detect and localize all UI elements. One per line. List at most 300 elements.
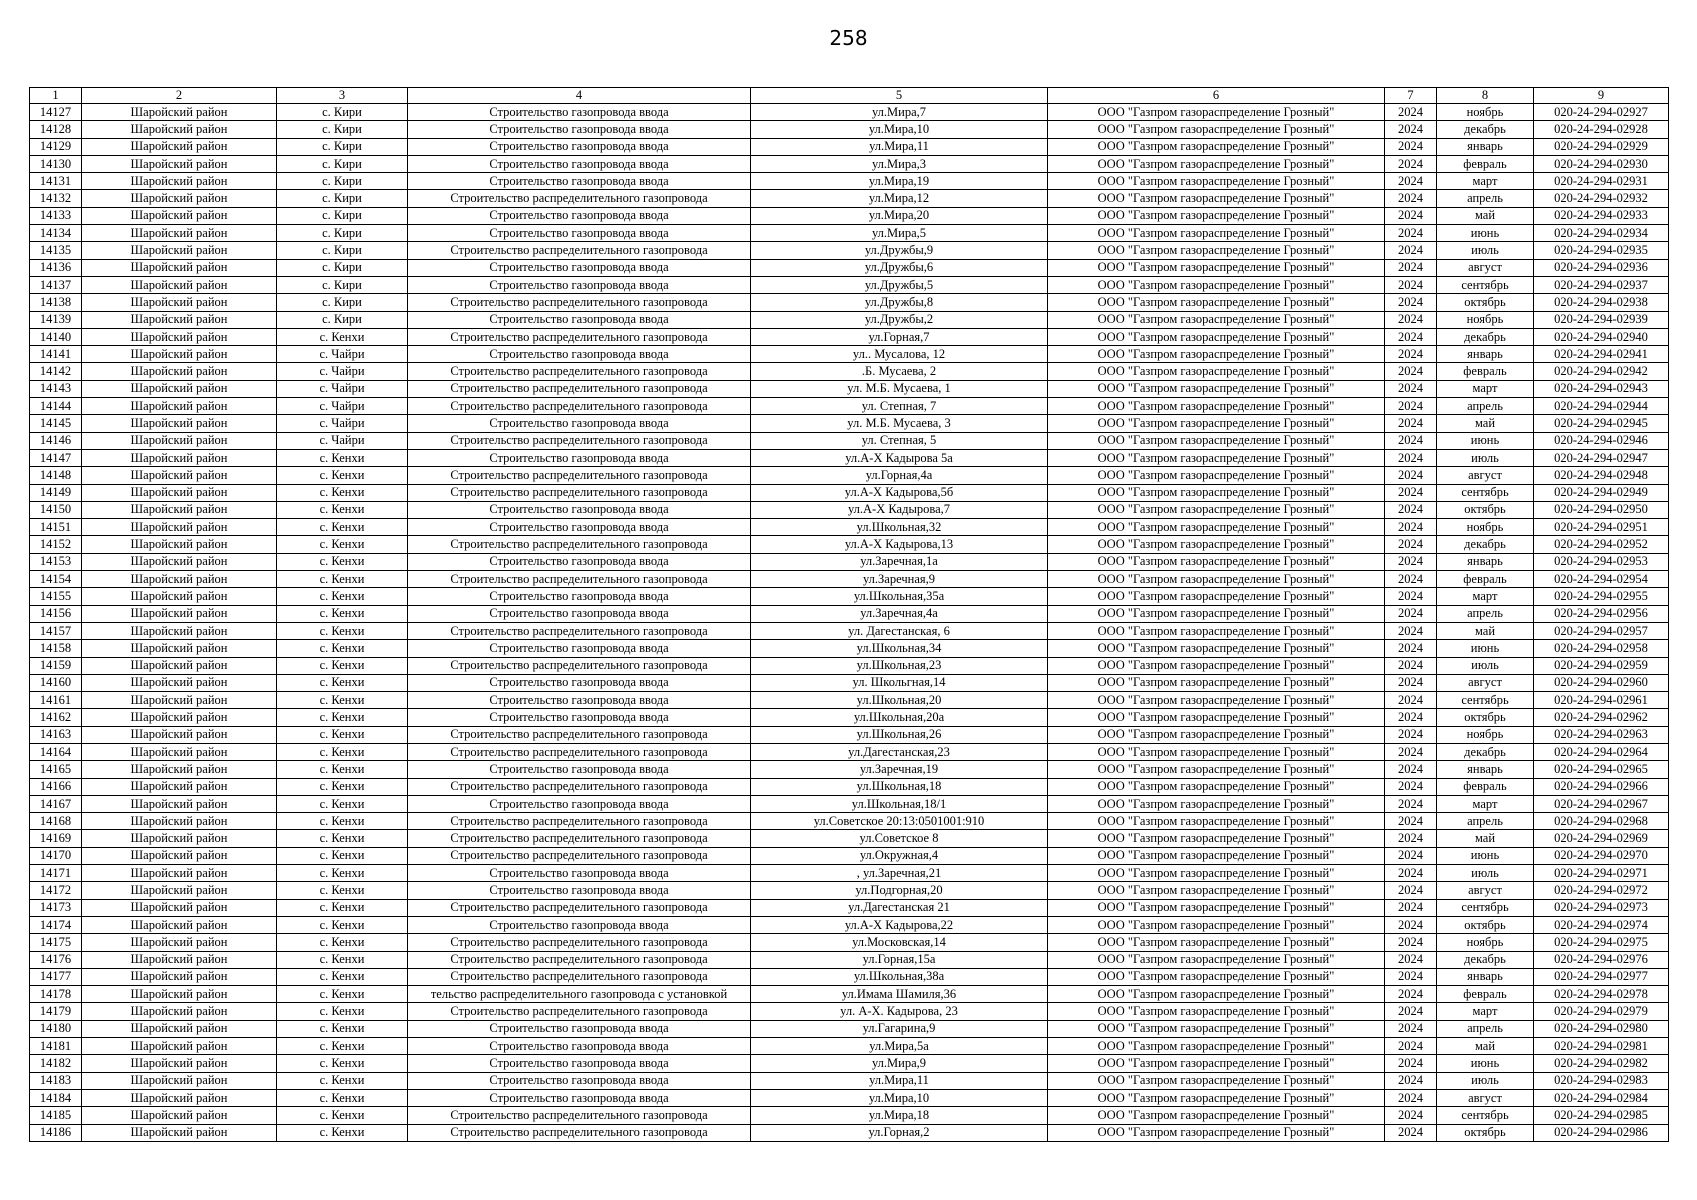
cell-address: ул.Советское 20:13:0501001:910 [751, 813, 1048, 830]
cell-registry-code: 020-24-294-02965 [1534, 761, 1669, 778]
cell-district: Шаройский район [82, 346, 277, 363]
table-row [30, 916, 1669, 933]
table-row [30, 398, 1669, 415]
cell-row-number: 14163 [30, 726, 82, 743]
cell-row-number: 14130 [30, 155, 82, 172]
cell-row-number: 14173 [30, 899, 82, 916]
table-row [30, 415, 1669, 432]
cell-address: ул.Горная,4а [751, 467, 1048, 484]
cell-work-type: Строительство газопровода ввода [408, 311, 751, 328]
cell-work-type: Строительство распределительного газопровода [408, 726, 751, 743]
cell-row-number: 14140 [30, 328, 82, 345]
cell-row-number: 14154 [30, 571, 82, 588]
cell-year: 2024 [1385, 778, 1437, 795]
cell-registry-code: 020-24-294-02940 [1534, 328, 1669, 345]
cell-settlement: с. Кенхи [277, 484, 408, 501]
cell-year: 2024 [1385, 692, 1437, 709]
table-row [30, 847, 1669, 864]
table-row [30, 155, 1669, 172]
cell-year: 2024 [1385, 640, 1437, 657]
cell-registry-code: 020-24-294-02981 [1534, 1038, 1669, 1055]
cell-settlement: с. Чайри [277, 398, 408, 415]
cell-settlement: с. Кенхи [277, 726, 408, 743]
cell-settlement: с. Кенхи [277, 882, 408, 899]
cell-settlement: с. Кенхи [277, 519, 408, 536]
cell-registry-code: 020-24-294-02937 [1534, 276, 1669, 293]
cell-year: 2024 [1385, 536, 1437, 553]
cell-row-number: 14148 [30, 467, 82, 484]
table-row [30, 709, 1669, 726]
cell-settlement: с. Кенхи [277, 934, 408, 951]
cell-organization: ООО "Газпром газораспределение Грозный" [1048, 104, 1385, 121]
cell-address: ул.Школьная,26 [751, 726, 1048, 743]
cell-month: октябрь [1437, 1124, 1534, 1141]
cell-year: 2024 [1385, 346, 1437, 363]
cell-district: Шаройский район [82, 726, 277, 743]
cell-year: 2024 [1385, 951, 1437, 968]
cell-work-type: Строительство газопровода ввода [408, 346, 751, 363]
table-row [30, 692, 1669, 709]
cell-registry-code: 020-24-294-02973 [1534, 899, 1669, 916]
cell-month: сентябрь [1437, 899, 1534, 916]
cell-organization: ООО "Газпром газораспределение Грозный" [1048, 398, 1385, 415]
cell-work-type: Строительство газопровода ввода [408, 1020, 751, 1037]
cell-work-type: Строительство газопровода ввода [408, 553, 751, 570]
cell-organization: ООО "Газпром газораспределение Грозный" [1048, 899, 1385, 916]
cell-month: октябрь [1437, 501, 1534, 518]
cell-district: Шаройский район [82, 813, 277, 830]
cell-address: ул.Мира,10 [751, 1089, 1048, 1106]
cell-row-number: 14167 [30, 795, 82, 812]
cell-organization: ООО "Газпром газораспределение Грозный" [1048, 138, 1385, 155]
cell-year: 2024 [1385, 484, 1437, 501]
cell-registry-code: 020-24-294-02930 [1534, 155, 1669, 172]
cell-row-number: 14185 [30, 1107, 82, 1124]
cell-month: февраль [1437, 155, 1534, 172]
column-header-9: 9 [1534, 88, 1669, 104]
cell-registry-code: 020-24-294-02963 [1534, 726, 1669, 743]
cell-district: Шаройский район [82, 519, 277, 536]
cell-district: Шаройский район [82, 795, 277, 812]
cell-work-type: Строительство газопровода ввода [408, 795, 751, 812]
cell-work-type: Строительство газопровода ввода [408, 104, 751, 121]
cell-year: 2024 [1385, 622, 1437, 639]
cell-year: 2024 [1385, 830, 1437, 847]
table-row [30, 121, 1669, 138]
cell-settlement: с. Кенхи [277, 622, 408, 639]
cell-month: октябрь [1437, 916, 1534, 933]
cell-settlement: с. Кенхи [277, 1089, 408, 1106]
cell-year: 2024 [1385, 242, 1437, 259]
cell-district: Шаройский район [82, 190, 277, 207]
cell-row-number: 14127 [30, 104, 82, 121]
cell-work-type: Строительство газопровода ввода [408, 501, 751, 518]
cell-work-type: Строительство газопровода ввода [408, 674, 751, 691]
cell-address: ул.А-Х Кадырова 5а [751, 449, 1048, 466]
cell-registry-code: 020-24-294-02950 [1534, 501, 1669, 518]
cell-registry-code: 020-24-294-02938 [1534, 294, 1669, 311]
cell-address: ул.Дружбы,6 [751, 259, 1048, 276]
cell-registry-code: 020-24-294-02933 [1534, 207, 1669, 224]
cell-month: август [1437, 1089, 1534, 1106]
cell-work-type: Строительство распределительного газопровода [408, 571, 751, 588]
table-row [30, 968, 1669, 985]
cell-work-type: Строительство газопровода ввода [408, 415, 751, 432]
cell-year: 2024 [1385, 657, 1437, 674]
cell-district: Шаройский район [82, 173, 277, 190]
cell-address: ул.Школьная,23 [751, 657, 1048, 674]
cell-work-type: Строительство газопровода ввода [408, 588, 751, 605]
cell-district: Шаройский район [82, 501, 277, 518]
cell-year: 2024 [1385, 743, 1437, 760]
cell-work-type: Строительство распределительного газопровода [408, 899, 751, 916]
cell-address: ул.Дагестанская,23 [751, 743, 1048, 760]
cell-address: ул. М.Б. Мусаева, 1 [751, 380, 1048, 397]
cell-registry-code: 020-24-294-02948 [1534, 467, 1669, 484]
cell-month: апрель [1437, 190, 1534, 207]
cell-year: 2024 [1385, 276, 1437, 293]
table-row [30, 1089, 1669, 1106]
cell-district: Шаройский район [82, 882, 277, 899]
cell-registry-code: 020-24-294-02943 [1534, 380, 1669, 397]
cell-work-type: Строительство газопровода ввода [408, 1038, 751, 1055]
cell-district: Шаройский район [82, 571, 277, 588]
cell-row-number: 14152 [30, 536, 82, 553]
cell-month: июнь [1437, 225, 1534, 242]
cell-year: 2024 [1385, 173, 1437, 190]
cell-year: 2024 [1385, 1038, 1437, 1055]
cell-organization: ООО "Газпром газораспределение Грозный" [1048, 605, 1385, 622]
cell-registry-code: 020-24-294-02939 [1534, 311, 1669, 328]
cell-district: Шаройский район [82, 138, 277, 155]
cell-month: июль [1437, 865, 1534, 882]
cell-row-number: 14171 [30, 865, 82, 882]
cell-settlement: с. Кири [277, 294, 408, 311]
cell-organization: ООО "Газпром газораспределение Грозный" [1048, 467, 1385, 484]
cell-address: ул.Горная,2 [751, 1124, 1048, 1141]
cell-row-number: 14181 [30, 1038, 82, 1055]
cell-district: Шаройский район [82, 951, 277, 968]
cell-address: ул.Мира,10 [751, 121, 1048, 138]
cell-address: ул.Мира,18 [751, 1107, 1048, 1124]
cell-work-type: Строительство газопровода ввода [408, 709, 751, 726]
cell-row-number: 14166 [30, 778, 82, 795]
cell-settlement: с. Кенхи [277, 795, 408, 812]
cell-address: ул.Школьная,35а [751, 588, 1048, 605]
cell-registry-code: 020-24-294-02945 [1534, 415, 1669, 432]
column-header-3: 3 [277, 88, 408, 104]
cell-row-number: 14132 [30, 190, 82, 207]
cell-work-type: Строительство распределительного газопровода [408, 622, 751, 639]
cell-address: ул.Заречная,4а [751, 605, 1048, 622]
cell-organization: ООО "Газпром газораспределение Грозный" [1048, 830, 1385, 847]
cell-work-type: Строительство распределительного газопровода [408, 951, 751, 968]
cell-row-number: 14179 [30, 1003, 82, 1020]
table-row [30, 553, 1669, 570]
table-row [30, 830, 1669, 847]
cell-month: январь [1437, 968, 1534, 985]
table-row [30, 761, 1669, 778]
cell-organization: ООО "Газпром газораспределение Грозный" [1048, 501, 1385, 518]
cell-row-number: 14169 [30, 830, 82, 847]
cell-organization: ООО "Газпром газораспределение Грозный" [1048, 380, 1385, 397]
cell-month: август [1437, 259, 1534, 276]
cell-month: февраль [1437, 778, 1534, 795]
cell-organization: ООО "Газпром газораспределение Грозный" [1048, 795, 1385, 812]
cell-settlement: с. Кенхи [277, 640, 408, 657]
cell-organization: ООО "Газпром газораспределение Грозный" [1048, 726, 1385, 743]
cell-organization: ООО "Газпром газораспределение Грозный" [1048, 346, 1385, 363]
cell-row-number: 14128 [30, 121, 82, 138]
cell-year: 2024 [1385, 847, 1437, 864]
cell-work-type: Строительство распределительного газопровода [408, 657, 751, 674]
cell-district: Шаройский район [82, 622, 277, 639]
cell-year: 2024 [1385, 432, 1437, 449]
cell-year: 2024 [1385, 121, 1437, 138]
cell-registry-code: 020-24-294-02951 [1534, 519, 1669, 536]
cell-registry-code: 020-24-294-02985 [1534, 1107, 1669, 1124]
cell-address: ул.Школьная,20 [751, 692, 1048, 709]
table-row [30, 311, 1669, 328]
cell-year: 2024 [1385, 571, 1437, 588]
cell-row-number: 14160 [30, 674, 82, 691]
cell-settlement: с. Кенхи [277, 743, 408, 760]
cell-settlement: с. Кенхи [277, 536, 408, 553]
cell-row-number: 14170 [30, 847, 82, 864]
cell-month: март [1437, 380, 1534, 397]
cell-row-number: 14137 [30, 276, 82, 293]
cell-work-type: Строительство распределительного газопровода [408, 398, 751, 415]
cell-year: 2024 [1385, 934, 1437, 951]
cell-address: ул.Мира,20 [751, 207, 1048, 224]
table-row [30, 674, 1669, 691]
cell-district: Шаройский район [82, 1055, 277, 1072]
cell-year: 2024 [1385, 761, 1437, 778]
table-row [30, 1072, 1669, 1089]
cell-year: 2024 [1385, 986, 1437, 1003]
cell-address: ул.Заречная,19 [751, 761, 1048, 778]
table-row [30, 588, 1669, 605]
cell-month: август [1437, 674, 1534, 691]
cell-address: ул. Степная, 5 [751, 432, 1048, 449]
cell-registry-code: 020-24-294-02944 [1534, 398, 1669, 415]
cell-district: Шаройский район [82, 674, 277, 691]
cell-month: сентябрь [1437, 1107, 1534, 1124]
cell-settlement: с. Кири [277, 104, 408, 121]
cell-registry-code: 020-24-294-02962 [1534, 709, 1669, 726]
cell-organization: ООО "Газпром газораспределение Грозный" [1048, 968, 1385, 985]
cell-registry-code: 020-24-294-02952 [1534, 536, 1669, 553]
cell-year: 2024 [1385, 328, 1437, 345]
cell-month: февраль [1437, 986, 1534, 1003]
cell-month: январь [1437, 138, 1534, 155]
cell-address: ул.. Мусалова, 12 [751, 346, 1048, 363]
cell-work-type: Строительство распределительного газопровода [408, 1107, 751, 1124]
cell-address: ул.Мира,3 [751, 155, 1048, 172]
cell-settlement: с. Кири [277, 190, 408, 207]
cell-registry-code: 020-24-294-02964 [1534, 743, 1669, 760]
cell-settlement: с. Кири [277, 207, 408, 224]
cell-work-type: Строительство распределительного газопровода [408, 536, 751, 553]
cell-row-number: 14134 [30, 225, 82, 242]
cell-row-number: 14151 [30, 519, 82, 536]
table-row [30, 865, 1669, 882]
cell-year: 2024 [1385, 1089, 1437, 1106]
cell-organization: ООО "Газпром газораспределение Грозный" [1048, 743, 1385, 760]
cell-row-number: 14145 [30, 415, 82, 432]
cell-settlement: с. Кири [277, 225, 408, 242]
cell-address: ул.Гагарина,9 [751, 1020, 1048, 1037]
cell-address: ул. А-Х. Кадырова, 23 [751, 1003, 1048, 1020]
cell-settlement: с. Чайри [277, 380, 408, 397]
table-row [30, 328, 1669, 345]
cell-row-number: 14144 [30, 398, 82, 415]
cell-settlement: с. Кенхи [277, 899, 408, 916]
cell-year: 2024 [1385, 1055, 1437, 1072]
cell-district: Шаройский район [82, 1089, 277, 1106]
cell-row-number: 14164 [30, 743, 82, 760]
cell-settlement: с. Чайри [277, 363, 408, 380]
cell-district: Шаройский район [82, 968, 277, 985]
cell-settlement: с. Кенхи [277, 657, 408, 674]
cell-registry-code: 020-24-294-02970 [1534, 847, 1669, 864]
cell-organization: ООО "Газпром газораспределение Грозный" [1048, 571, 1385, 588]
cell-settlement: с. Кенхи [277, 328, 408, 345]
table-row [30, 899, 1669, 916]
cell-district: Шаройский район [82, 449, 277, 466]
cell-year: 2024 [1385, 726, 1437, 743]
cell-month: июль [1437, 449, 1534, 466]
cell-address: ул.Школьная,38а [751, 968, 1048, 985]
cell-year: 2024 [1385, 415, 1437, 432]
cell-month: август [1437, 467, 1534, 484]
cell-work-type: Строительство распределительного газопровода [408, 328, 751, 345]
cell-month: декабрь [1437, 536, 1534, 553]
cell-organization: ООО "Газпром газораспределение Грозный" [1048, 986, 1385, 1003]
cell-registry-code: 020-24-294-02934 [1534, 225, 1669, 242]
cell-year: 2024 [1385, 311, 1437, 328]
cell-month: декабрь [1437, 743, 1534, 760]
cell-month: октябрь [1437, 709, 1534, 726]
cell-settlement: с. Кенхи [277, 588, 408, 605]
cell-organization: ООО "Газпром газораспределение Грозный" [1048, 674, 1385, 691]
cell-year: 2024 [1385, 138, 1437, 155]
cell-row-number: 14153 [30, 553, 82, 570]
table-row [30, 1003, 1669, 1020]
cell-month: июнь [1437, 432, 1534, 449]
cell-month: март [1437, 1003, 1534, 1020]
cell-month: ноябрь [1437, 311, 1534, 328]
cell-row-number: 14165 [30, 761, 82, 778]
cell-month: сентябрь [1437, 692, 1534, 709]
cell-settlement: с. Кенхи [277, 951, 408, 968]
cell-work-type: Строительство распределительного газопровода [408, 484, 751, 501]
cell-settlement: с. Кенхи [277, 916, 408, 933]
cell-work-type: Строительство газопровода ввода [408, 1072, 751, 1089]
cell-district: Шаройский район [82, 398, 277, 415]
cell-year: 2024 [1385, 605, 1437, 622]
cell-registry-code: 020-24-294-02968 [1534, 813, 1669, 830]
cell-month: декабрь [1437, 328, 1534, 345]
cell-district: Шаройский район [82, 311, 277, 328]
cell-work-type: Строительство газопровода ввода [408, 259, 751, 276]
cell-organization: ООО "Газпром газораспределение Грозный" [1048, 934, 1385, 951]
cell-address: ул.Дружбы,9 [751, 242, 1048, 259]
cell-month: май [1437, 415, 1534, 432]
cell-registry-code: 020-24-294-02953 [1534, 553, 1669, 570]
cell-settlement: с. Чайри [277, 432, 408, 449]
table-row [30, 138, 1669, 155]
cell-work-type: Строительство газопровода ввода [408, 449, 751, 466]
cell-registry-code: 020-24-294-02941 [1534, 346, 1669, 363]
cell-organization: ООО "Газпром газораспределение Грозный" [1048, 276, 1385, 293]
cell-registry-code: 020-24-294-02947 [1534, 449, 1669, 466]
cell-district: Шаройский район [82, 1038, 277, 1055]
register-table [29, 87, 1669, 1142]
table-row [30, 207, 1669, 224]
cell-work-type: Строительство распределительного газопровода [408, 813, 751, 830]
cell-organization: ООО "Газпром газораспределение Грозный" [1048, 1072, 1385, 1089]
cell-month: май [1437, 622, 1534, 639]
cell-registry-code: 020-24-294-02932 [1534, 190, 1669, 207]
cell-work-type: Строительство распределительного газопровода [408, 1124, 751, 1141]
cell-address: ул. Школьгная,14 [751, 674, 1048, 691]
cell-row-number: 14176 [30, 951, 82, 968]
cell-work-type: Строительство распределительного газопровода [408, 934, 751, 951]
cell-registry-code: 020-24-294-02936 [1534, 259, 1669, 276]
cell-row-number: 14161 [30, 692, 82, 709]
cell-work-type: Строительство газопровода ввода [408, 121, 751, 138]
cell-district: Шаройский район [82, 553, 277, 570]
cell-month: март [1437, 173, 1534, 190]
cell-address: ул.Мира,12 [751, 190, 1048, 207]
cell-settlement: с. Кенхи [277, 1055, 408, 1072]
cell-year: 2024 [1385, 1124, 1437, 1141]
cell-work-type: Строительство распределительного газопровода [408, 830, 751, 847]
cell-registry-code: 020-24-294-02980 [1534, 1020, 1669, 1037]
cell-row-number: 14168 [30, 813, 82, 830]
cell-settlement: с. Кенхи [277, 553, 408, 570]
cell-address: ул. Дагестанская, 6 [751, 622, 1048, 639]
cell-work-type: Строительство распределительного газопровода [408, 380, 751, 397]
cell-year: 2024 [1385, 709, 1437, 726]
cell-registry-code: 020-24-294-02978 [1534, 986, 1669, 1003]
table-row [30, 1038, 1669, 1055]
table-row [30, 363, 1669, 380]
cell-settlement: с. Кенхи [277, 501, 408, 518]
cell-work-type: Строительство газопровода ввода [408, 519, 751, 536]
cell-organization: ООО "Газпром газораспределение Грозный" [1048, 432, 1385, 449]
cell-registry-code: 020-24-294-02958 [1534, 640, 1669, 657]
cell-settlement: с. Кенхи [277, 986, 408, 1003]
cell-month: июнь [1437, 640, 1534, 657]
cell-registry-code: 020-24-294-02967 [1534, 795, 1669, 812]
cell-registry-code: 020-24-294-02976 [1534, 951, 1669, 968]
cell-work-type: Строительство распределительного газопровода [408, 242, 751, 259]
cell-year: 2024 [1385, 380, 1437, 397]
cell-settlement: с. Кенхи [277, 865, 408, 882]
cell-organization: ООО "Газпром газораспределение Грозный" [1048, 1124, 1385, 1141]
cell-organization: ООО "Газпром газораспределение Грозный" [1048, 761, 1385, 778]
cell-district: Шаройский район [82, 104, 277, 121]
cell-row-number: 14172 [30, 882, 82, 899]
cell-row-number: 14186 [30, 1124, 82, 1141]
cell-organization: ООО "Газпром газораспределение Грозный" [1048, 449, 1385, 466]
cell-work-type: Строительство распределительного газопровода [408, 467, 751, 484]
cell-year: 2024 [1385, 207, 1437, 224]
cell-registry-code: 020-24-294-02928 [1534, 121, 1669, 138]
cell-month: январь [1437, 761, 1534, 778]
